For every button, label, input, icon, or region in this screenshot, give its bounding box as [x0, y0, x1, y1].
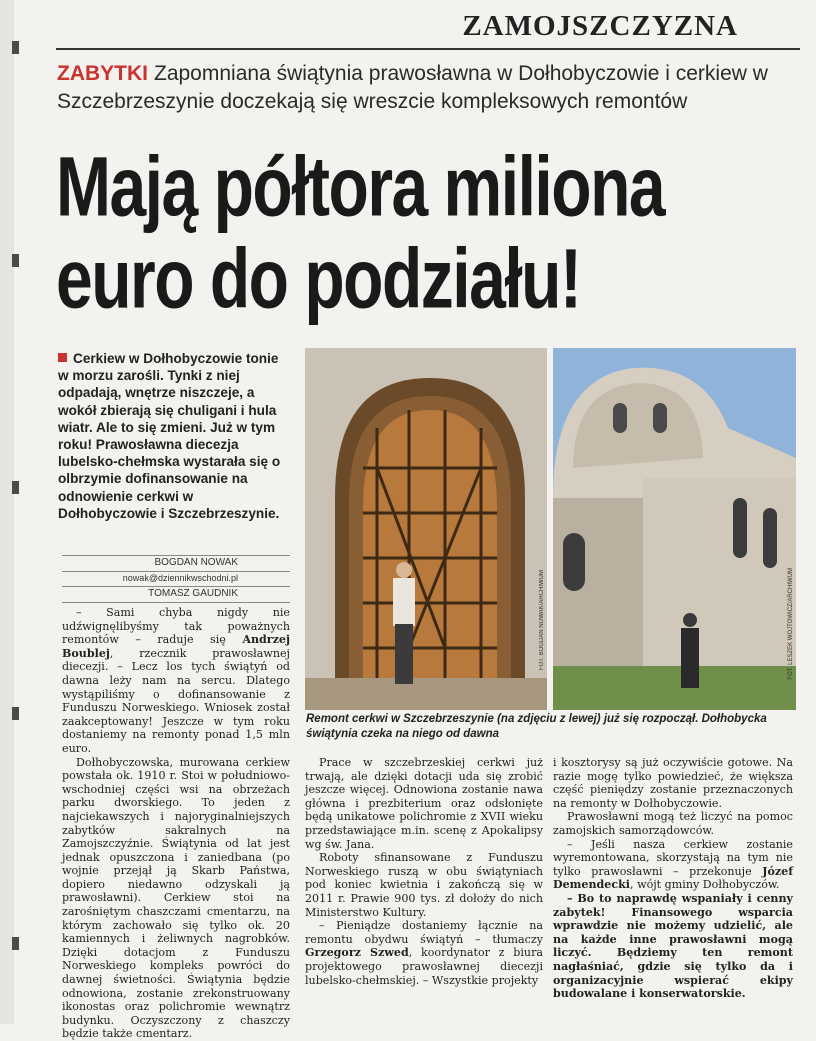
article-column-3	[553, 756, 793, 1001]
kicker	[57, 60, 801, 116]
photo-credit-2: FOT. LESZEK WÓJTOWICZ/ARCHIWUM	[788, 568, 794, 680]
byline-rule	[62, 571, 290, 572]
quoted-person: Grzegorz Szwed	[305, 946, 409, 960]
paragraph: Dołhobyczowska, murowana cerkiew powstała ok. 1910 r. Stoi w południowo-wschodniej części wsi na obrzeżach parku dworskiego. To jeden z najciekawszych i najoryginalniejszych zabytków sakralnych na Zamojszczyźnie. Świątynia od lat jest jednak opuszczona i zaniedbana (po wojnie przejął ją Skarb Państwa, dopiero niedawno odzyskali ją prawosławni). Cerkiew stoi na zarośniętym chaszczami cmentarzu, na którym zachowało się tylko ok. 20 kamiennych i żeliwnych nagrobków. Dzięki dotacjom z Funduszu Norweskiego kompleks powróci do dawnej świetności. Świątynia będzie odnowiona, zostanie zrekonstruowany ikonostas oraz polichromie wewnątrz budynku. Oczyszczony z chaszczy będzie także cmentarz.	[62, 755, 290, 1041]
registration-mark	[12, 254, 19, 267]
kicker-tag: ZABYTKI	[57, 62, 148, 85]
text-run: , rzecznik prawosławnej diecezji. – Lecz los tych świątyń od dawna leży nam na sercu. Dlatego wystąpiliśmy o dofinansowanie z Funduszu Norweskiego. Wniosek został zaakceptowany! Jeszcze w tym roku dostaniemy na remonty ponad 1,5 mln euro.	[62, 646, 290, 755]
byline-rule	[62, 602, 290, 603]
photo-caption: Remont cerkwi w Szczebrzeszynie (na zdjęciu z lewej) już się rozpoczął. Dołhobycka świątynia czeka na niego od dawna	[306, 713, 767, 740]
article-column-1	[62, 606, 290, 1041]
paragraph: – Bo to naprawdę wspaniały i cenny zabytek! Finansowego wsparcia wprawdzie nie możemy udzielić, ale na każde inne prawosławni mogą liczyć. Będziemy ten remont nagłaśniać, gdzie się tylko da i organizacyjnie wspierać ekipy budowalane i konserwatorskie.	[553, 891, 793, 1001]
text-run: , koordynator z biura projektowego prawosławnej diecezji lubelsko-chełmskiej. – Wszystkie projekty	[305, 946, 543, 987]
paragraph	[62, 606, 290, 756]
quoted-person: Józef Demendecki	[553, 864, 793, 892]
photo-credit-1: FOT. BOGDAN NOWAK/ARCHIWUM	[539, 569, 545, 670]
text-run: – Pieniądze dostaniemy łącznie na remontu obydwu świątyń – tłumaczy	[305, 919, 543, 946]
paragraph: i kosztorysy są już oczywiście gotowe. Na razie mogę tylko powiedzieć, że większa część pieniędzy zostanie przeznaczonych na remonty w Dołhobyczowie.	[553, 756, 793, 810]
text-run: – Sami chyba nigdy nie udźwignęlibyśmy tak poważnych remontów – raduje się	[62, 606, 290, 647]
lead-paragraph	[58, 350, 288, 522]
paragraph: Prace w szczebrzeskiej cerkwi już trwają, ale dzięki dotacji uda się zrobić jeszcze więcej. Odnowiona zostanie nawa główna i prezbiterium oraz odsłonięte będą unikatowe polichromie z XVII wieku przedstawiające m.in. scenę z Apokalipsy wg św. Jana.	[305, 756, 543, 851]
church-illustration	[553, 348, 796, 710]
registration-mark	[12, 41, 19, 54]
headline	[56, 140, 806, 324]
section-title: ZAMOJSZCZYZNA	[462, 10, 738, 42]
byline-rule	[62, 555, 290, 556]
text-run: , wójt gminy Dołhobyczów.	[630, 878, 780, 892]
article-column-2	[305, 756, 543, 987]
paragraph: Roboty sfinansowane z Funduszu Norweskiego ruszą w obu świątyniach pod koniec kwietnia i zakończą się w 2011 r. Prawie 900 tys. zł dołoży do nich Ministerstwo Kultury.	[305, 851, 543, 919]
paragraph	[553, 838, 793, 892]
byline-author-1: BOGDAN NOWAK	[154, 557, 238, 568]
headline-line-1: Mają półtora miliona	[56, 138, 665, 234]
kicker-text: Zapomniana świątynia prawosławna w Dołhobyczowie i cerkiew w Szczebrzeszynie doczekają się wreszcie kompleksowych remontów	[57, 62, 768, 113]
byline-author-2: TOMASZ GAUDNIK	[148, 588, 238, 599]
headline-line-2: euro do podziału!	[56, 230, 581, 326]
scan-edge	[0, 0, 14, 1024]
registration-mark	[12, 481, 19, 494]
byline-rule	[62, 586, 290, 587]
lead-text: Cerkiew w Dołhobyczowie tonie w morzu zarośli. Tynki z niej odpadają, wnętrze niszczeje, a wokół zbierają się chuligani i hula wiatr. Ale to się zmieni. Już w tym roku! Prawosławna diecezja lubelsko-chełmska wystarała się o olbrzymie dofinansowanie na odnowienie cerkwi w Dołhobyczowie i Szczebrzeszynie.	[58, 351, 281, 521]
paragraph: Prawosławni mogą też liczyć na pomoc zamojskich samorządowców.	[553, 810, 793, 837]
scaffolding-illustration	[305, 348, 547, 710]
registration-mark	[12, 707, 19, 720]
registration-mark	[12, 937, 19, 950]
photo-church	[553, 348, 796, 710]
byline-email: nowak@dziennikwschodni.pl	[122, 573, 238, 583]
quoted-person: Andrzej Boublej	[62, 633, 290, 660]
paragraph	[305, 919, 543, 987]
section-rule	[56, 48, 800, 50]
lead-marker	[58, 353, 67, 362]
text-run: – Jeśli nasza cerkiew zostanie wyremontowana, skorzystają na tym nie tylko prawosławni – przekonuje	[553, 837, 793, 878]
photo-scaffolding	[305, 348, 547, 710]
